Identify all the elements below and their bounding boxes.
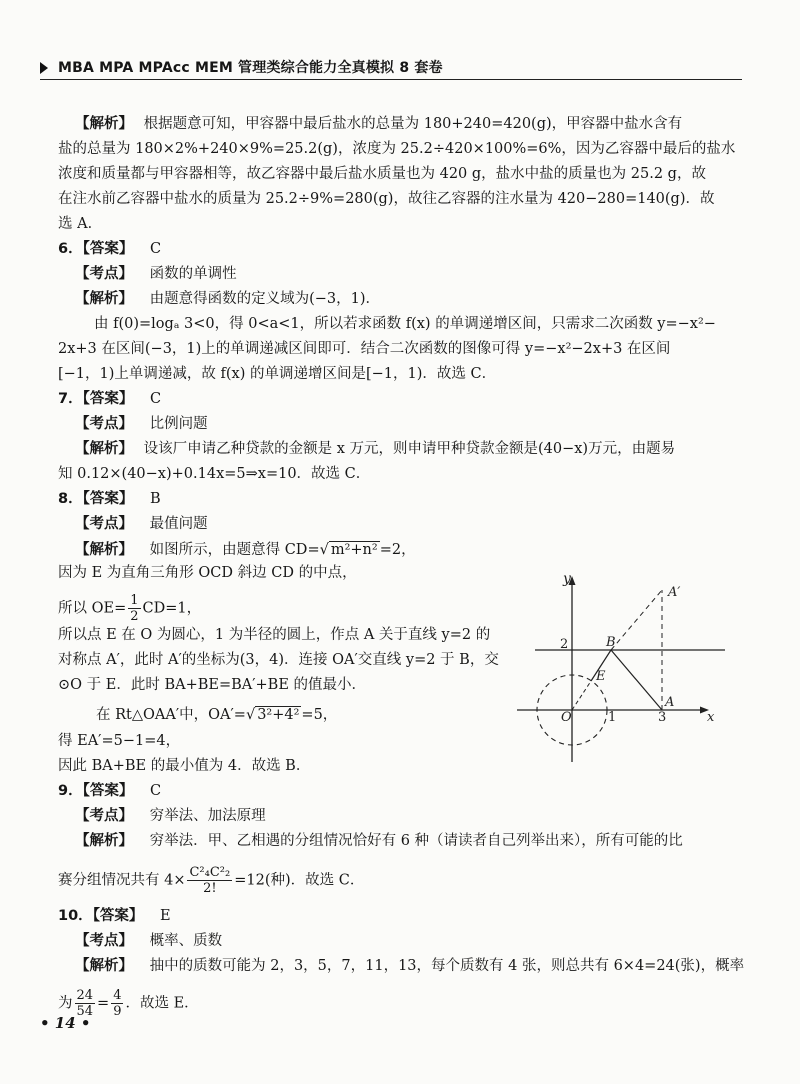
q8-analysis-line-2: 因为 E 为直角三角形 OCD 斜边 CD 的中点， <box>58 565 357 581</box>
q8-answer-line <box>58 489 161 509</box>
point-tag: 【考点】 <box>75 516 133 532</box>
q6-answer-line <box>58 239 161 259</box>
q5-analysis-line-2: 盐的总量为 180×2%+240×9%=25.2(g)，浓度为 25.2÷420×100%=6%，因为乙容器中最后的盐水 <box>58 141 736 157</box>
point-label-A: A <box>665 695 675 710</box>
question-number: 8． <box>58 491 83 507</box>
q8-analysis-line-7: 在 Rt△OAA′中，OA′=√ 3²+4² =5， <box>96 707 338 723</box>
question-number: 7． <box>58 391 83 407</box>
q5-analysis-line-4: 在注水前乙容器中盐水的质量为 25.2÷9%=280(g)，故往乙容器的注水量为 420−280=140(g)．故 <box>58 191 715 207</box>
q8-analysis-line-1: 【解析】 如图所示，由题意得 CD=√ m²+n² =2， <box>75 542 416 558</box>
segment-O-E <box>572 681 591 710</box>
point-tag: 【考点】 <box>75 266 133 282</box>
q7-analysis-line-2: 知 0.12×(40−x)+0.14x=5⇒x=10．故选 C． <box>58 466 371 482</box>
fraction-one-half: $\frac{1}{2}$ <box>130 593 139 624</box>
analysis-tag: 【解析】 <box>75 441 133 457</box>
q8-analysis-line-4: 所以点 E 在 O 为圆心，1 为半径的圆上，作点 A 关于直线 y=2 的 <box>58 627 491 643</box>
analysis-tag: 【解析】 <box>75 833 133 849</box>
x-axis-label: x <box>707 710 715 725</box>
fraction-24-54: $\frac{24}{54}$ <box>76 988 94 1019</box>
q9-analysis-line-1: 【解析】 穷举法．甲、乙相遇的分组情况恰好有 6 种（请读者自己列举出来），所有可能的比 <box>75 833 683 849</box>
segment-B-Aprime <box>611 590 662 650</box>
answer-value: C <box>149 391 162 407</box>
analysis-tag: 【解析】 <box>75 542 133 558</box>
q5-analysis-line-3: 浓度和质量都与甲容器相等，故乙容器中最后盐水质量也为 420 g，盐水中盐的质量也为 25.2 g，故 <box>58 166 706 182</box>
q8-point-line: 【考点】 最值问题 <box>75 516 208 532</box>
q10-answer-line <box>58 906 171 926</box>
q10-point-line: 【考点】 概率、质数 <box>75 933 223 949</box>
header-title: MBA MPA MPAcc MEM 管理类综合能力全真模拟 8 套卷 <box>58 60 443 76</box>
tick-label-3: 3 <box>658 710 667 725</box>
tick-label-2: 2 <box>560 637 569 652</box>
answer-tag: 【答案】 <box>92 908 144 924</box>
q5-analysis-line-5: 选 A． <box>58 216 103 232</box>
q5-analysis-line-1: 【解析】 根据题意可知，甲容器中最后盐水的总量为 180+240=420(g)，甲容器中盐水含有 <box>75 116 683 132</box>
q6-analysis-line-3: 2x+3 在区间(−3，1)上的单调递减区间即可．结合二次函数的图像可得 y=−x²−2x+3 在区间 <box>58 341 671 357</box>
play-triangle-icon <box>40 62 48 74</box>
answer-tag: 【答案】 <box>82 391 134 407</box>
answer-tag: 【答案】 <box>82 491 134 507</box>
page-number: • 14 • <box>40 1014 91 1032</box>
answer-value: C <box>149 241 162 257</box>
analysis-tag: 【解析】 <box>75 291 133 307</box>
q6-point-line: 【考点】 函数的单调性 <box>75 266 237 282</box>
fraction-4-9: $\frac{4}{9}$ <box>113 988 122 1019</box>
q9-point-line: 【考点】 穷举法、加法原理 <box>75 808 266 824</box>
point-tag: 【考点】 <box>75 416 133 432</box>
tick-label-1: 1 <box>608 710 617 725</box>
q10-analysis-line-1: 【解析】 抽中的质数可能为 2，3，5，7，11，13，每个质数有 4 张，则总共有 6×4=24(张)，概率 <box>75 958 745 974</box>
q8-analysis-line-9: 因此 BA+BE 的最小值为 4．故选 B． <box>58 758 311 774</box>
question-number: 9． <box>58 783 83 799</box>
q6-analysis-line-2: 由 f(0)=logₐ 3<0，得 0<a<1，所以若求函数 f(x) 的单调递增区间，只需求二次函数 y=−x²− <box>94 316 716 332</box>
q8-analysis-line-5: 对称点 A′，此时 A′的坐标为(3，4)．连接 OA′交直线 y=2 于 B，交 <box>58 652 499 668</box>
answer-tag: 【答案】 <box>82 241 134 257</box>
header-rule <box>40 79 742 80</box>
answer-value: E <box>160 908 171 924</box>
point-label-O: O <box>561 710 572 725</box>
q7-point-line: 【考点】 比例问题 <box>75 416 208 432</box>
answer-tag: 【答案】 <box>82 783 134 799</box>
y-axis-label: y <box>563 571 571 587</box>
analysis-tag: 【解析】 <box>75 958 133 974</box>
point-tag: 【考点】 <box>75 933 133 949</box>
q10-analysis-line-2: 为 $\frac{24}{54}$ = $\frac{4}{9}$ ．故选 E． <box>58 988 199 1019</box>
q9-analysis-line-2: 赛分组情况共有 4× $\frac{\text{C²₄C²₂}}{2!}$ =12(种)．故选 C． <box>58 865 365 896</box>
q6-analysis-line-1: 【解析】 由题意得函数的定义域为(−3，1)． <box>75 291 381 307</box>
q8-analysis-line-3: 所以 OE= $\frac{1}{2}$ CD=1， <box>58 593 202 624</box>
question-number: 6． <box>58 241 83 257</box>
point-tag: 【考点】 <box>75 808 133 824</box>
answer-value: B <box>149 491 161 507</box>
geometry-figure <box>505 568 750 764</box>
analysis-tag: 【解析】 <box>75 116 133 132</box>
q6-analysis-line-4: [−1，1)上单调递减，故 f(x) 的单调递增区间是[−1，1)．故选 C． <box>58 366 497 382</box>
point-label-E: E <box>596 669 606 684</box>
answer-value: C <box>149 783 162 799</box>
q7-analysis-line-1: 【解析】 设该厂申请乙种贷款的金额是 x 万元，则申请甲种贷款金额是(40−x)万元，由题易 <box>75 441 676 457</box>
question-number: 10． <box>58 908 93 924</box>
segment-B-A <box>611 650 662 710</box>
q9-answer-line <box>58 781 161 801</box>
point-label-Aprime: A′ <box>668 585 681 600</box>
point-label-B: B <box>606 635 616 650</box>
fraction-combinations: $\frac{\text{C²₄C²₂}}{2!}$ <box>189 865 231 896</box>
q8-analysis-line-6: ⊙O 于 E．此时 BA+BE=BA′+BE 的值最小． <box>58 677 367 693</box>
running-header <box>40 57 742 79</box>
q7-answer-line <box>58 389 161 409</box>
q8-analysis-line-8: 得 EA′=5−1=4， <box>58 733 181 749</box>
